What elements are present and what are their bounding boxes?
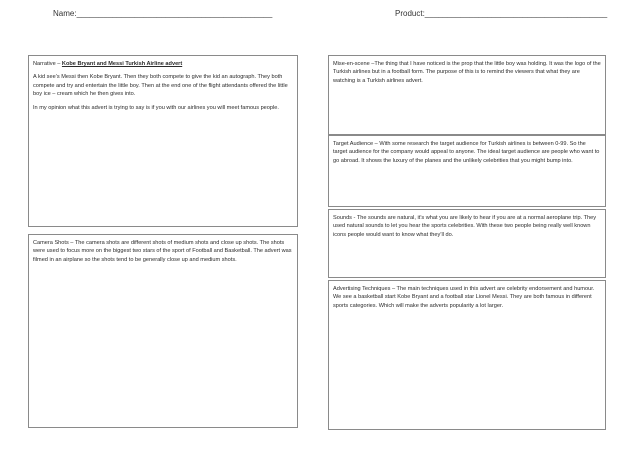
camera-shots-text: Camera Shots – The camera shots are different shots of medium shots and close up shots. The shots were used to focus more on the biggest two stars of the sport of Football and Basketball. The advert was filmed in an airplane so the shots tend to be generally close up and medium shots. [33,240,292,263]
narrative-box [28,55,298,227]
narrative-heading [33,60,293,68]
target-audience-text: Target Audience – With some research the target audience for Turkish airlines is between 0-99. So the target audience for the company would appeal to anyone. The ideal target audience are people who want to go abroad. It shows the luxury of the planes and the unlikely celebrities that you might bump into. [333,141,600,164]
sounds-box [328,209,606,278]
narrative-paragraph-2: In my opinion what this advert is trying to say is if you with our airlines you will meet famous people. [33,104,279,111]
camera-shots-box [28,234,298,428]
mise-en-scene-box [328,55,606,135]
narrative-lead: Narrative – [33,61,62,67]
mise-en-scene-text: Mise-en-scene –The thing that I have noticed is the prop that the little boy was holding. It was the logo of the Turkish airlines but in a football form. The purpose of this is to remind the viewers that what they are watching is a Turkish airlines advert. [333,61,601,84]
product-line: Product:_________________________________________ [395,9,608,18]
target-audience-box [328,135,606,207]
name-line: Name:____________________________________________ [53,9,273,18]
narrative-title: Kobe Bryant and Messi Turkish Airline advert [61,61,183,67]
advertising-techniques-box [328,280,606,430]
advertising-techniques-text: Advertising Techniques – The main techniques used in this advert are celebrity endorsement and humour. We see a basketball start Kobe Bryant and a football star Lionel Messi. They are both famous in different sports categories. Which will make the adverts popularity a lot larger. [333,286,595,309]
sounds-text: Sounds - The sounds are natural, it’s what you are likely to hear if you are at a normal aeroplane trip. They used natural sounds to let you hear the sports celebrities. With these two people being really well known icons people would want to know what they’ll do. [333,215,597,238]
narrative-paragraph-1: A kid see’s Messi then Kobe Bryant. Then they both compete to give the kid an autograph. They both compete and try and entertain the little boy. Then at the end one of the flight attendants offered the little boy ice – cream which he then gives into. [33,74,288,98]
